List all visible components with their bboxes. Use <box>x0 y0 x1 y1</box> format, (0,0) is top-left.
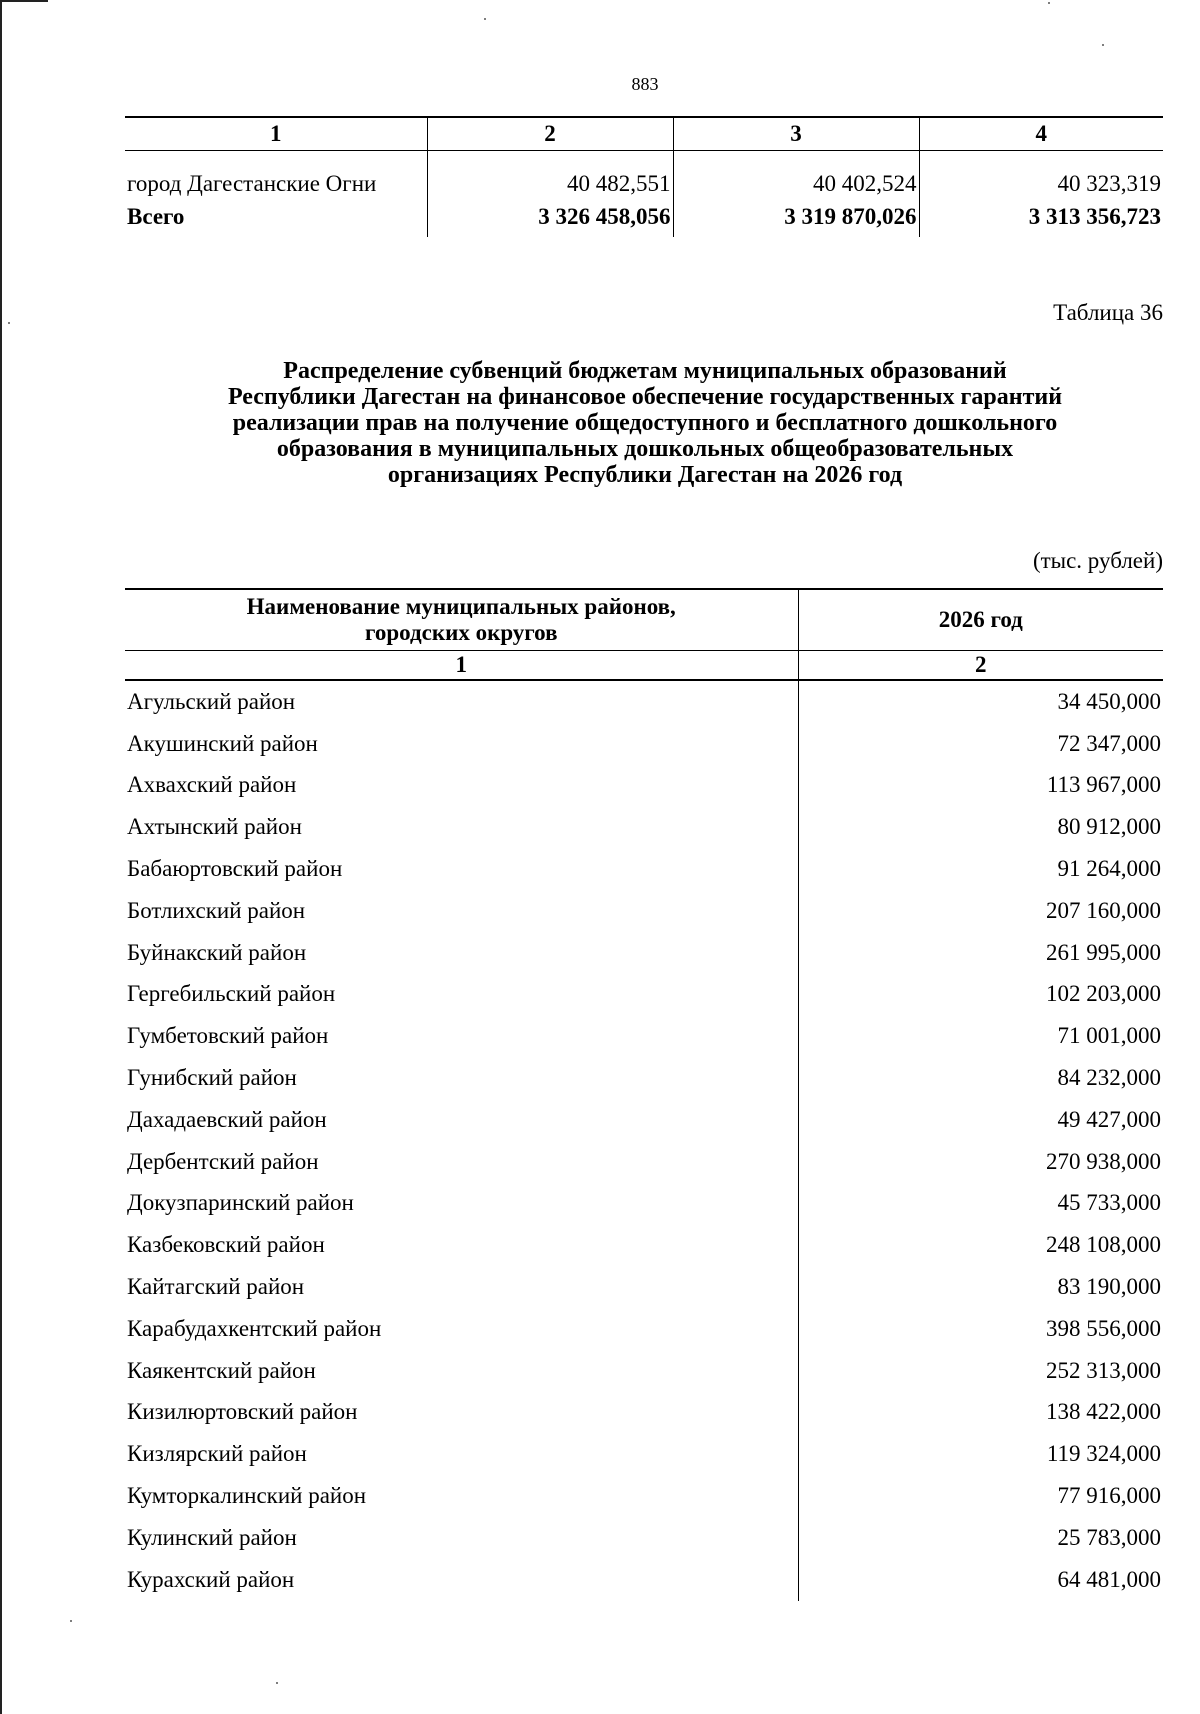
district-name: Ботлихский район <box>125 890 798 932</box>
total-value-col3: 3 319 870,026 <box>673 197 919 237</box>
scan-speck <box>70 1620 72 1622</box>
district-name: Акушинский район <box>125 723 798 765</box>
district-name: Кулинский район <box>125 1517 798 1559</box>
column-number-1: 1 <box>125 117 427 151</box>
district-name: Гергебильский район <box>125 974 798 1016</box>
continuation-header-row <box>125 117 1163 151</box>
subvention-amount: 80 912,000 <box>1057 814 1161 840</box>
district-name: Карабудахкентский район <box>125 1308 798 1350</box>
scan-speck <box>1048 2 1050 4</box>
row-value-col2: 40 482,551 <box>427 151 673 198</box>
district-name: Ахтынский район <box>125 806 798 848</box>
district-name: Дербентский район <box>125 1141 798 1183</box>
table-row <box>125 1099 1163 1141</box>
subvention-amount: 252 313,000 <box>1046 1357 1161 1383</box>
subvention-amount: 34 450,000 <box>1057 688 1161 714</box>
table-row <box>125 1392 1163 1434</box>
subvention-amount: 138 422,000 <box>1046 1399 1161 1425</box>
scan-speck <box>484 18 486 20</box>
district-name: Ахвахский район <box>125 765 798 807</box>
table-title <box>120 358 1170 488</box>
district-name: Кайтагский район <box>125 1266 798 1308</box>
table-row <box>125 151 1163 198</box>
subvention-amount: 207 160,000 <box>1046 897 1161 923</box>
subvention-amount: 71 001,000 <box>1057 1023 1161 1049</box>
column-number-2: 2 <box>427 117 673 151</box>
table-row <box>125 974 1163 1016</box>
title-line: организациях Республики Дагестан на 2026 год <box>387 462 903 488</box>
title-line: Распределение субвенций бюджетам муниципальных образований <box>283 358 1007 384</box>
subvention-amount: 270 938,000 <box>1046 1148 1161 1174</box>
header-municipality <box>125 589 798 651</box>
table-row <box>125 1057 1163 1099</box>
district-name: Гумбетовский район <box>125 1015 798 1057</box>
row-value-col3: 40 402,524 <box>673 151 919 198</box>
column-number-2: 2 <box>798 651 1163 681</box>
subvention-amount: 261 995,000 <box>1046 939 1161 965</box>
subvention-amount: 83 190,000 <box>1057 1274 1161 1300</box>
table-row <box>125 765 1163 807</box>
table-row <box>125 680 1163 723</box>
district-name: Казбековский район <box>125 1224 798 1266</box>
subvention-amount: 119 324,000 <box>1046 1441 1161 1467</box>
subvention-amount: 72 347,000 <box>1057 730 1161 756</box>
table-row <box>125 890 1163 932</box>
page-number <box>0 74 1200 95</box>
subvention-amount: 84 232,000 <box>1057 1065 1161 1091</box>
table-label: Таблица 36 <box>1053 300 1163 325</box>
subvention-amount: 102 203,000 <box>1046 981 1161 1007</box>
main-table-body <box>125 680 1163 1601</box>
table-row <box>125 1224 1163 1266</box>
table-row <box>125 1015 1163 1057</box>
table-row <box>125 1141 1163 1183</box>
subvention-amount: 45 733,000 <box>1057 1190 1161 1216</box>
continuation-table <box>125 116 1163 237</box>
table-row <box>125 1308 1163 1350</box>
scan-speck <box>1102 44 1104 46</box>
header-municipality-line2: городских округов <box>364 620 558 645</box>
subvention-amount: 113 967,000 <box>1046 772 1161 798</box>
column-number-1: 1 <box>125 651 798 681</box>
subvention-amount: 77 916,000 <box>1057 1483 1161 1509</box>
district-name: Курахский район <box>125 1559 798 1601</box>
scan-edge-top <box>0 0 48 2</box>
district-name: Кизилюртовский район <box>125 1392 798 1434</box>
district-name: Агульский район <box>125 680 798 723</box>
scan-edge-left <box>0 0 2 1714</box>
district-name: Бабаюртовский район <box>125 848 798 890</box>
units-label: (тыс. рублей) <box>1032 548 1163 573</box>
table-row <box>125 848 1163 890</box>
main-header-row <box>125 589 1163 651</box>
subvention-amount: 64 481,000 <box>1057 1566 1161 1592</box>
district-name: Буйнакский район <box>125 932 798 974</box>
table-row <box>125 1183 1163 1225</box>
header-municipality-line1: Наименование муниципальных районов, <box>246 594 676 619</box>
table-row <box>125 723 1163 765</box>
subvention-amount: 91 264,000 <box>1057 856 1161 882</box>
subvention-table <box>125 588 1163 1601</box>
subvention-amount: 398 556,000 <box>1046 1315 1161 1341</box>
table-row <box>125 806 1163 848</box>
title-line: реализации прав на получение общедоступного и бесплатного дошкольного <box>232 410 1058 436</box>
title-line: Республики Дагестан на финансовое обеспечение государственных гарантий <box>227 384 1063 410</box>
scan-speck <box>276 1682 278 1684</box>
subvention-amount: 49 427,000 <box>1057 1106 1161 1132</box>
district-name: Каякентский район <box>125 1350 798 1392</box>
district-name: Гунибский район <box>125 1057 798 1099</box>
total-value-col4: 3 313 356,723 <box>1028 204 1161 229</box>
column-number-4: 4 <box>919 117 1163 151</box>
table-row <box>125 932 1163 974</box>
district-name: Дахадаевский район <box>125 1099 798 1141</box>
subvention-amount: 248 108,000 <box>1046 1232 1161 1258</box>
title-line: образования в муниципальных дошкольных общеобразовательных <box>276 436 1014 462</box>
table-row <box>125 1517 1163 1559</box>
row-name: город Дагестанские Огни <box>125 151 427 198</box>
table-row <box>125 1475 1163 1517</box>
table-row <box>125 1350 1163 1392</box>
column-number-3: 3 <box>673 117 919 151</box>
total-row <box>125 197 1163 237</box>
district-name: Кизлярский район <box>125 1433 798 1475</box>
scan-speck <box>8 322 10 324</box>
table-row <box>125 1433 1163 1475</box>
column-number-row <box>125 651 1163 681</box>
header-year: 2026 год <box>798 589 1163 651</box>
table-row <box>125 1266 1163 1308</box>
total-label: Всего <box>125 197 427 237</box>
row-value-col4: 40 323,319 <box>1057 171 1161 196</box>
page-number-text: 883 <box>631 74 659 94</box>
subvention-amount: 25 783,000 <box>1057 1524 1161 1550</box>
table-row <box>125 1559 1163 1601</box>
total-value-col2: 3 326 458,056 <box>427 197 673 237</box>
district-name: Докузпаринский район <box>125 1183 798 1225</box>
district-name: Кумторкалинский район <box>125 1475 798 1517</box>
